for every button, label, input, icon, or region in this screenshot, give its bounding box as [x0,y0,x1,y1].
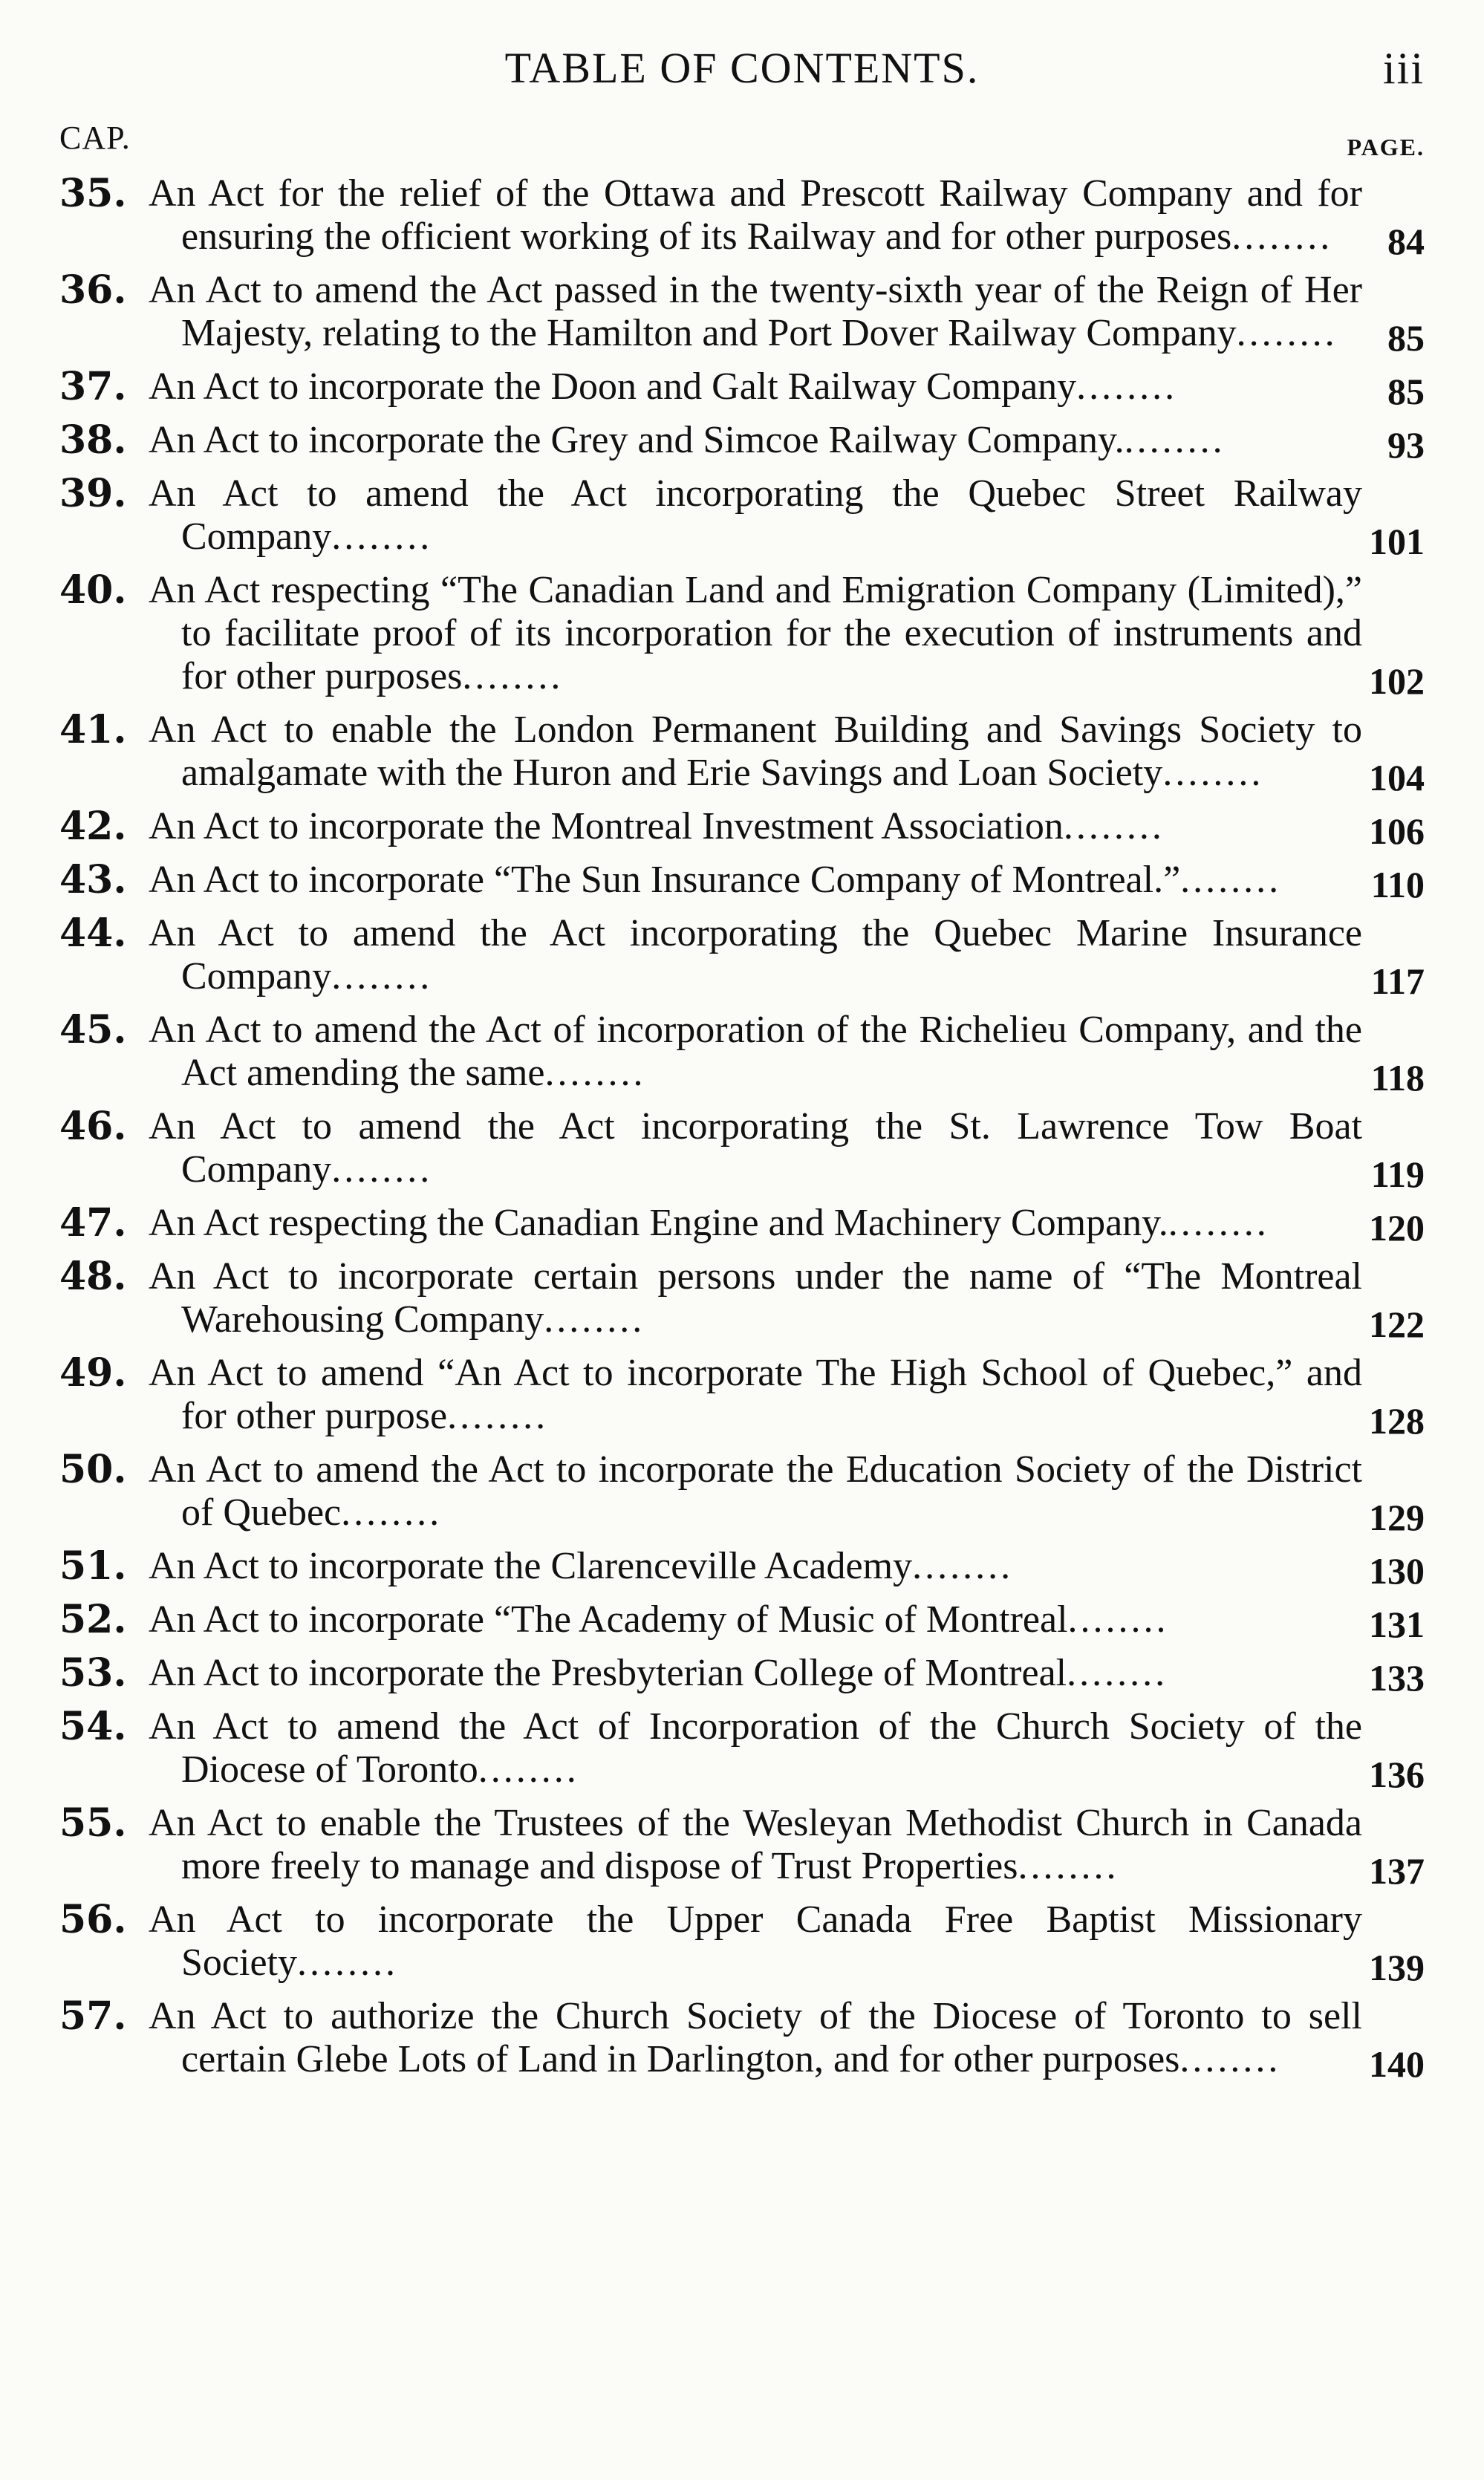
act-title-text: An Act to amend “An Act to incorporate The High School of Quebec,” and for other purpose [149,1352,1362,1437]
toc-entry [59,1650,1425,1699]
leader-dots: ........ [1162,752,1264,794]
chapter-number: 41. [59,707,127,752]
chapter-number: 50. [59,1447,127,1492]
leader-dots: ........ [1180,859,1282,901]
leader-dots: ........ [912,1545,1014,1587]
act-title [149,805,1362,848]
chapter-number: 57. [59,1994,127,2039]
toc-entry [59,417,1425,466]
chapter-number: 48. [59,1254,127,1299]
page-reference: 85 [1387,317,1425,359]
chapter-number: 51. [59,1543,127,1589]
toc-entry [59,857,1425,905]
page-header [0,43,1484,102]
chapter-number: 46. [59,1104,127,1149]
toc-entry [59,707,1425,798]
page-reference: 139 [1369,1947,1425,1988]
chapter-number: 40. [59,567,127,613]
leader-dots: ........ [1067,1598,1169,1641]
act-title-text: An Act to enable the London Permanent Building and Savings Society to amalgamate with the Huron and Erie Savings and Loan Society [149,709,1362,794]
chapter-number: 56. [59,1897,127,1942]
leader-dots: ........ [544,1298,645,1341]
act-title-text: An Act to incorporate the Doon and Galt Railway Company [149,365,1077,408]
chapter-number: 42. [59,804,127,849]
toc-entry [59,1254,1425,1345]
column-headings [59,119,1425,163]
toc-entries [59,172,1425,2092]
toc-entry [59,267,1425,359]
act-title-text: An Act to incorporate the Clarenceville Academy [149,1545,913,1587]
act-title-text: An Act to enable the Trustees of the Wesleyan Methodist Church in Canada more freely to manage and dispose of Trust Properties [149,1802,1362,1887]
toc-entry [59,567,1425,702]
leader-dots: ........ [1063,805,1165,847]
act-title [149,912,1362,998]
act-title-text: An Act to amend the Act of incorporation of the Richelieu Company, and the Act amending the same [149,1009,1362,1094]
act-title [149,1652,1362,1695]
act-title [149,569,1362,698]
toc-entry [59,364,1425,412]
chapter-number: 55. [59,1800,127,1846]
page-reference: 117 [1370,960,1425,1002]
chapter-number: 36. [59,267,127,313]
page-reference: 85 [1387,371,1425,412]
page-reference: 119 [1370,1153,1425,1195]
toc-entry [59,1543,1425,1592]
page-reference: 118 [1370,1057,1425,1099]
leader-dots: ........ [1018,1845,1119,1887]
toc-entry [59,1447,1425,1538]
act-title [149,1009,1362,1095]
act-title [149,472,1362,559]
act-title [149,1598,1362,1641]
leader-dots: ........ [341,1491,443,1534]
act-title-text: An Act to incorporate “The Academy of Music of Montreal [149,1598,1068,1641]
page-reference: 93 [1387,424,1425,466]
toc-entry [59,1597,1425,1645]
act-title [149,1255,1362,1341]
chapter-number: 54. [59,1704,127,1749]
act-title-text: An Act to incorporate the Presbyterian College of Montreal [149,1652,1067,1694]
leader-dots: ........ [1179,2038,1281,2080]
chapter-number: 38. [59,417,127,463]
act-title-text: An Act to incorporate the Montreal Investment Association [149,805,1064,847]
act-title [149,1352,1362,1438]
act-title-text: An Act to amend the Act of Incorporation of the Church Society of the Diocese of Toronto [149,1705,1362,1791]
act-title-text: An Act to amend the Act passed in the twenty-sixth year of the Reign of Her Majesty, relating to the Hamilton and Port Dover Railway Company [149,269,1362,354]
act-title [149,1995,1362,2081]
leader-dots: ........ [544,1052,646,1094]
act-title [149,1802,1362,1888]
act-title-text: An Act respecting the Canadian Engine and Machinery Company. [149,1202,1168,1244]
page-reference: 133 [1369,1657,1425,1699]
toc-entry [59,1704,1425,1795]
act-title [149,1545,1362,1588]
leader-dots: ........ [331,1148,433,1191]
act-title [149,172,1362,258]
toc-entry [59,171,1425,262]
page-reference: 136 [1369,1754,1425,1795]
act-title-text: An Act to amend the Act incorporating the St. Lawrence Tow Boat Company [149,1105,1362,1191]
page-reference: 122 [1369,1304,1425,1345]
page-reference: 104 [1369,757,1425,798]
page-reference: 129 [1369,1497,1425,1538]
page-heading: PAGE. [1347,134,1425,160]
act-title-text: An Act to amend the Act incorporating the Quebec Street Railway Company [149,472,1362,558]
toc-entry [59,1994,1425,2085]
toc-entry [59,1897,1425,1988]
leader-dots: ........ [478,1748,579,1791]
page-reference: 140 [1369,2043,1425,2085]
act-title-text: An Act to incorporate the Grey and Simcoe Railway Company. [149,419,1125,461]
page-title: TABLE OF CONTENTS. [504,44,980,92]
page-reference: 137 [1369,1850,1425,1892]
page-reference: 120 [1369,1207,1425,1249]
act-title [149,1705,1362,1791]
leader-dots: ........ [1231,215,1333,258]
toc-entry [59,471,1425,562]
act-title [149,1448,1362,1534]
chapter-number: 52. [59,1597,127,1642]
act-title-text: An Act for the relief of the Ottawa and Prescott Railway Company and for ensuring the officient working of its Railway and for other purposes [149,172,1362,258]
toc-entry [59,911,1425,1002]
cap-heading: CAP. [59,120,131,156]
act-title-text: An Act to authorize the Church Society of the Diocese of Toronto to sell certain Glebe Lots of Land in Darlington, and for other purposes [149,1995,1362,2080]
toc-entry [59,1800,1425,1892]
act-title-text: An Act to incorporate certain persons under the name of “The Montreal Warehousing Company [149,1255,1362,1341]
act-title-text: An Act to incorporate the Upper Canada Free Baptist Missionary Society [149,1898,1362,1984]
page-reference: 130 [1369,1550,1425,1592]
leader-dots: ........ [1067,1652,1168,1694]
act-title [149,1898,1362,1985]
leader-dots: ........ [1124,419,1226,461]
leader-dots: ........ [296,1942,398,1984]
page-reference: 84 [1387,221,1425,262]
leader-dots: ........ [1168,1202,1269,1244]
chapter-number: 39. [59,471,127,516]
page-reference: 106 [1369,810,1425,852]
chapter-number: 47. [59,1200,127,1246]
page-reference: 110 [1370,864,1425,905]
leader-dots: ........ [331,515,433,558]
page-number: iii [1382,44,1425,93]
chapter-number: 44. [59,911,127,956]
chapter-number: 43. [59,857,127,902]
page-reference: 101 [1369,521,1425,562]
act-title [149,365,1362,409]
act-title-text: An Act to incorporate “The Sun Insurance Company of Montreal.” [149,859,1181,901]
act-title [149,419,1362,462]
leader-dots: ........ [447,1395,549,1437]
leader-dots: ........ [1076,365,1178,408]
page-reference: 102 [1369,660,1425,702]
leader-dots: ........ [462,655,564,697]
act-title [149,859,1362,902]
act-title-text: An Act to amend the Act incorporating the Quebec Marine Insurance Company [149,912,1362,997]
leader-dots: ........ [1236,312,1338,354]
toc-entry [59,804,1425,852]
act-title [149,1202,1362,1245]
toc-entry [59,1007,1425,1099]
toc-entry [59,1350,1425,1442]
act-title [149,269,1362,355]
toc-entry [59,1200,1425,1249]
chapter-number: 35. [59,171,127,216]
page-reference: 131 [1369,1604,1425,1645]
chapter-number: 45. [59,1007,127,1052]
page-reference: 128 [1369,1400,1425,1442]
toc-entry [59,1104,1425,1195]
chapter-number: 53. [59,1650,127,1696]
chapter-number: 49. [59,1350,127,1396]
act-title [149,1105,1362,1191]
chapter-number: 37. [59,364,127,409]
act-title [149,709,1362,795]
act-title-text: An Act to amend the Act to incorporate the Education Society of the District of Quebec [149,1448,1362,1534]
act-title-text: An Act respecting “The Canadian Land and Emigration Company (Limited),” to facilitate proof of its incorporation for the execution of instruments and for other purposes [149,569,1362,697]
leader-dots: ........ [331,955,433,997]
